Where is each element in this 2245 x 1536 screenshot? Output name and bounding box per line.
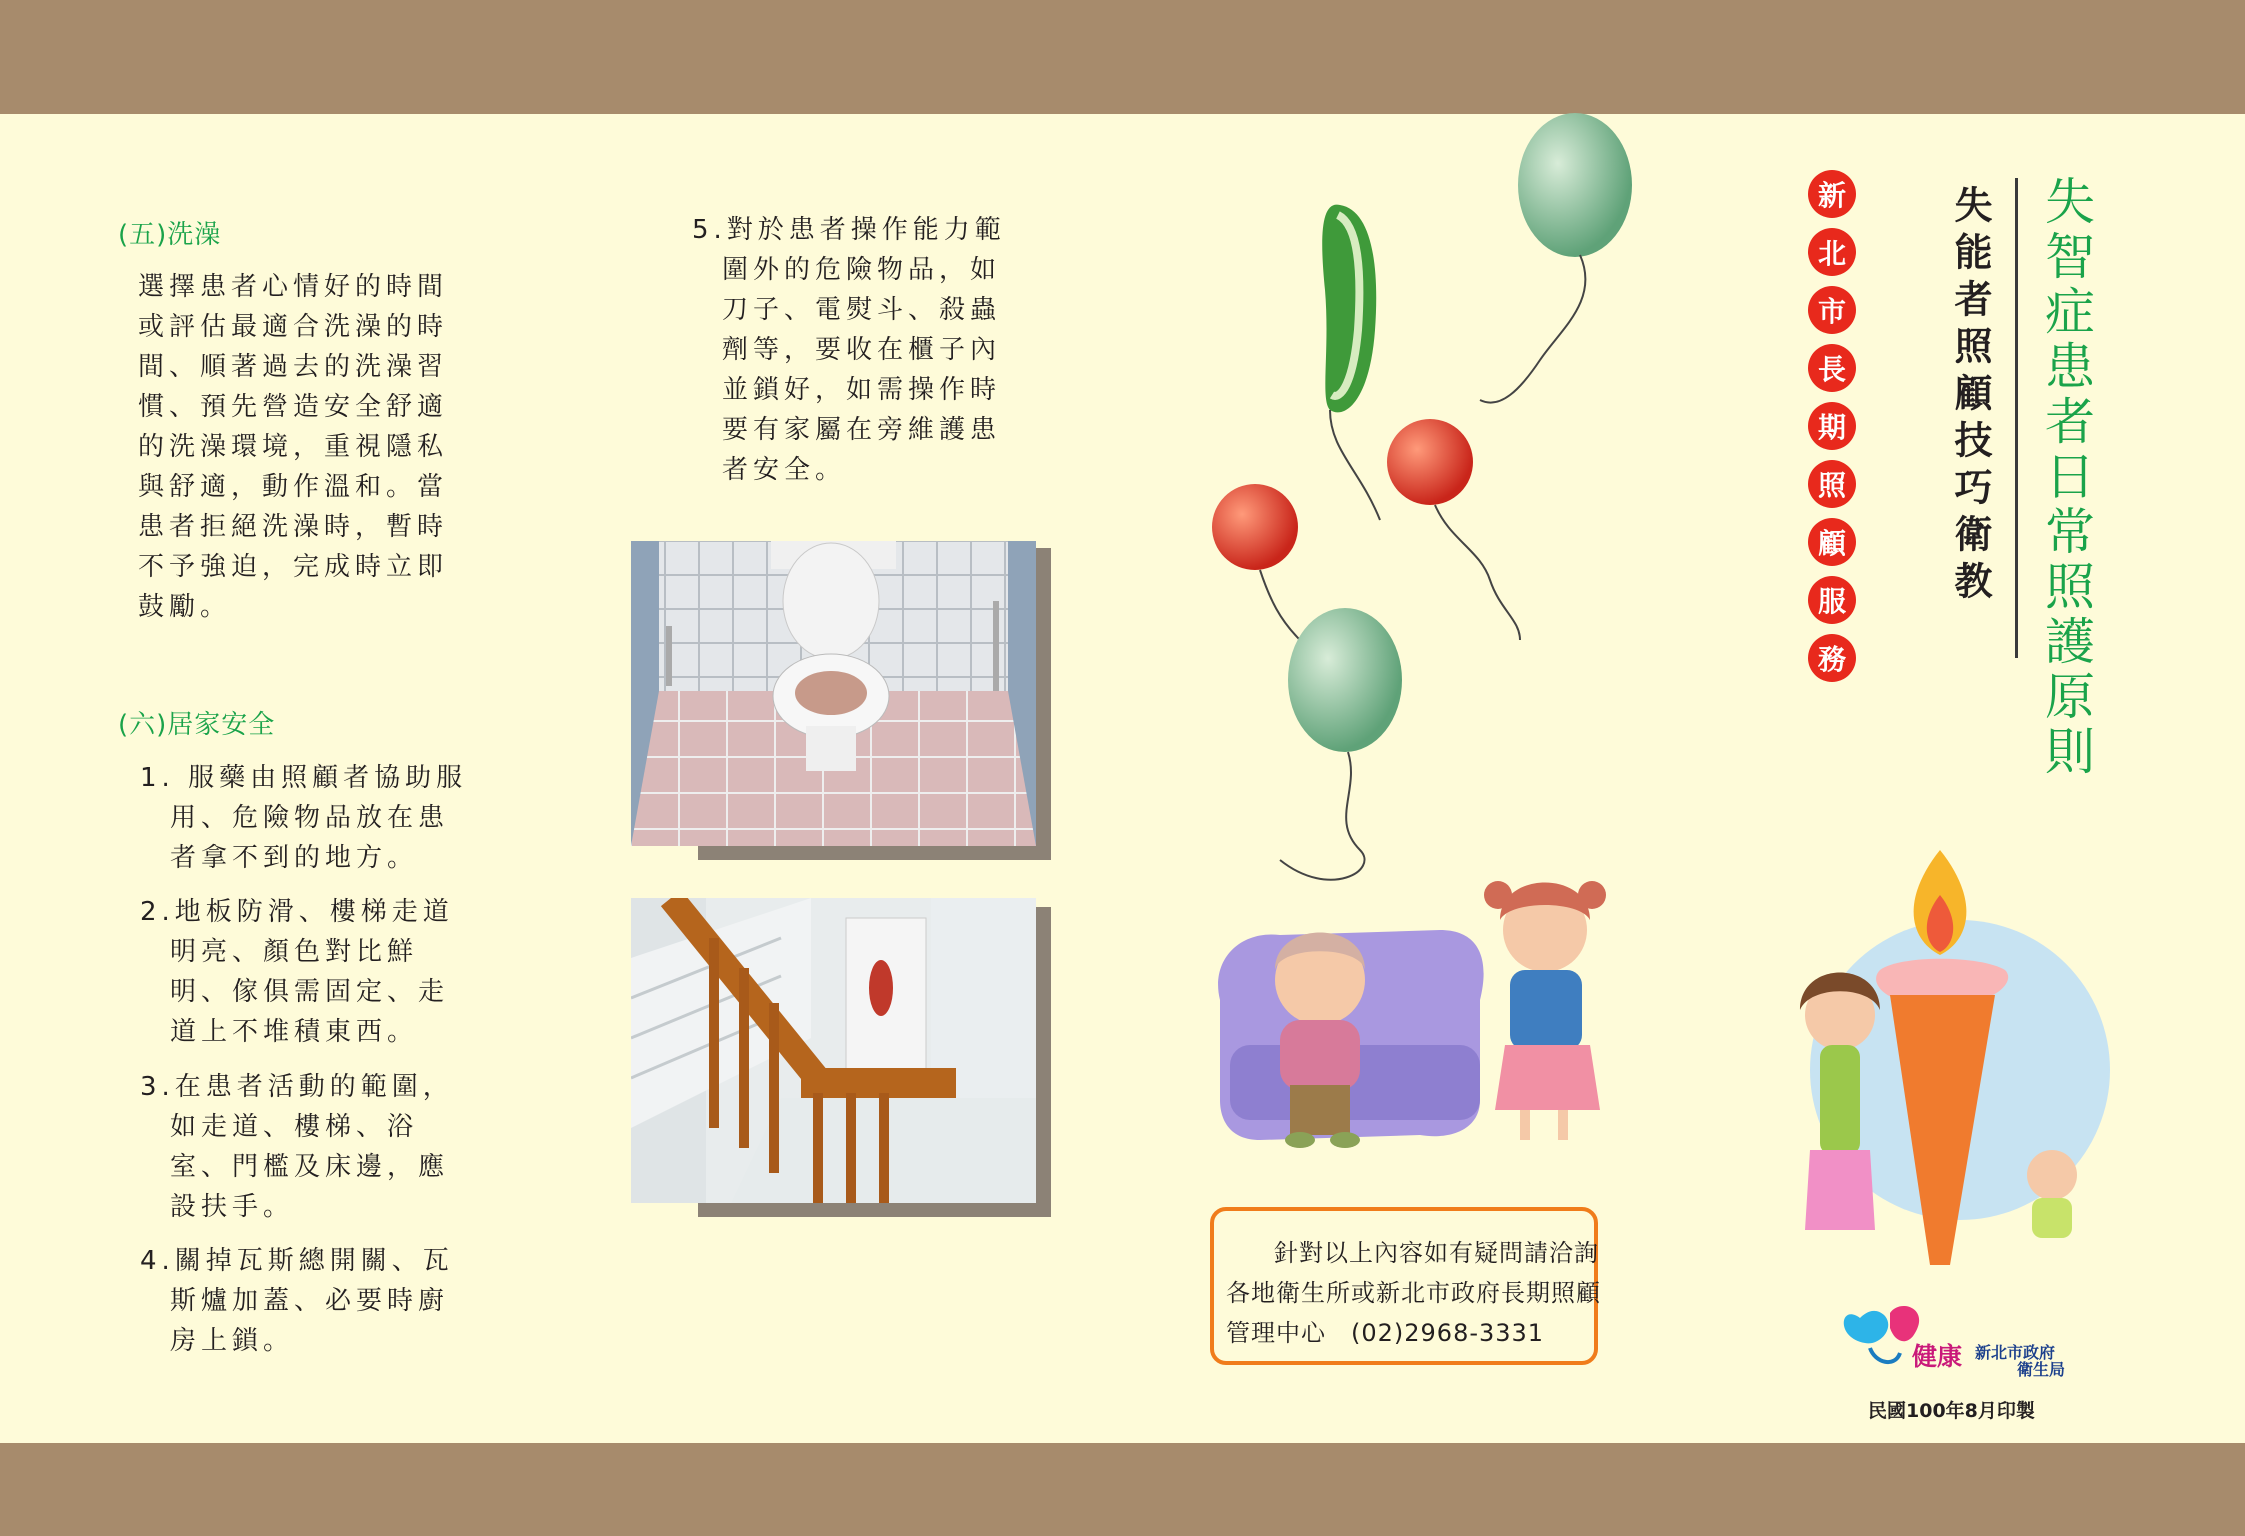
badge-char: 期 xyxy=(1808,402,1856,450)
bottom-band xyxy=(0,1443,2245,1536)
contact-info-box xyxy=(1210,1207,1601,1365)
contact-line-3: 管理中心 (02)2968-3331 xyxy=(1226,1319,1545,1347)
safety-item-4: 4.關掉瓦斯總開關、瓦 斯爐加蓋、必要時廚 房上鎖。 xyxy=(140,1246,454,1356)
badge-char: 顧 xyxy=(1808,518,1856,566)
logo-word: 健康 xyxy=(1912,1342,1963,1371)
print-date: 民國100年8月印製 xyxy=(1868,1400,2035,1422)
title-divider xyxy=(2015,178,2018,658)
badge-char: 北 xyxy=(1808,228,1856,276)
logo-org-name: 新北市政府 xyxy=(1975,1343,2056,1362)
toilet-photo xyxy=(631,541,1036,846)
top-band xyxy=(0,0,2245,114)
balloons-illustration xyxy=(1180,100,1650,1180)
toilet-illustration xyxy=(631,541,1036,846)
badge-char: 新 xyxy=(1808,170,1856,218)
candle-illustration xyxy=(1780,820,2120,1270)
stairs-illustration xyxy=(631,898,1036,1203)
safety-item-3: 3.在患者活動的範圍， 如走道、樓梯、浴 室、門檻及床邊，應 設扶手。 xyxy=(140,1072,454,1222)
contact-line-1: 針對以上內容如有疑問請洽詢 xyxy=(1274,1239,1599,1267)
badge-char: 服 xyxy=(1808,576,1856,624)
badge-char: 長 xyxy=(1808,344,1856,392)
badge-char: 市 xyxy=(1808,286,1856,334)
badge-char: 照 xyxy=(1808,460,1856,508)
contact-line-2: 各地衛生所或新北市政府長期照顧 xyxy=(1226,1279,1601,1307)
safety-item-1: 1. 服藥由照顧者協助服 用、危險物品放在患 者拿不到的地方。 xyxy=(140,763,468,873)
bathing-paragraph: 選擇患者心情好的時間 或評估最適合洗澡的時 間、順著過去的洗澡習 慣、預先營造安全舒適 的洗澡環境，重視隱私 與舒適，動作溫和。當 患者拒絕洗澡時，暫時 不予強迫，完成時立即 鼓勵。 xyxy=(138,272,449,622)
safety-item-5: 5.對於患者操作能力範 圍外的危險物品，如 刀子、電熨斗、殺蟲 劑等，要收在櫃子內 並鎖好，如需操作時 要有家屬在旁維護患 者安全。 xyxy=(692,215,1006,485)
safety-item-2: 2.地板防滑、樓梯走道 明亮、顏色對比鮮 明、傢俱需固定、走 道上不堆積東西。 xyxy=(140,897,454,1047)
stairs-photo xyxy=(631,898,1036,1203)
badge-char: 務 xyxy=(1808,634,1856,682)
service-badges xyxy=(1808,170,1858,692)
cover-subtitle: 失能者照顧技巧衛教 xyxy=(1948,185,1992,608)
section-heading-home-safety: (六)居家安全 xyxy=(118,710,276,740)
section-heading-bathing: (五)洗澡 xyxy=(118,220,222,250)
cover-title: 失智症患者日常照護原則 xyxy=(2037,175,2095,780)
logo-org-dept: 衛生局 xyxy=(2017,1360,2066,1379)
